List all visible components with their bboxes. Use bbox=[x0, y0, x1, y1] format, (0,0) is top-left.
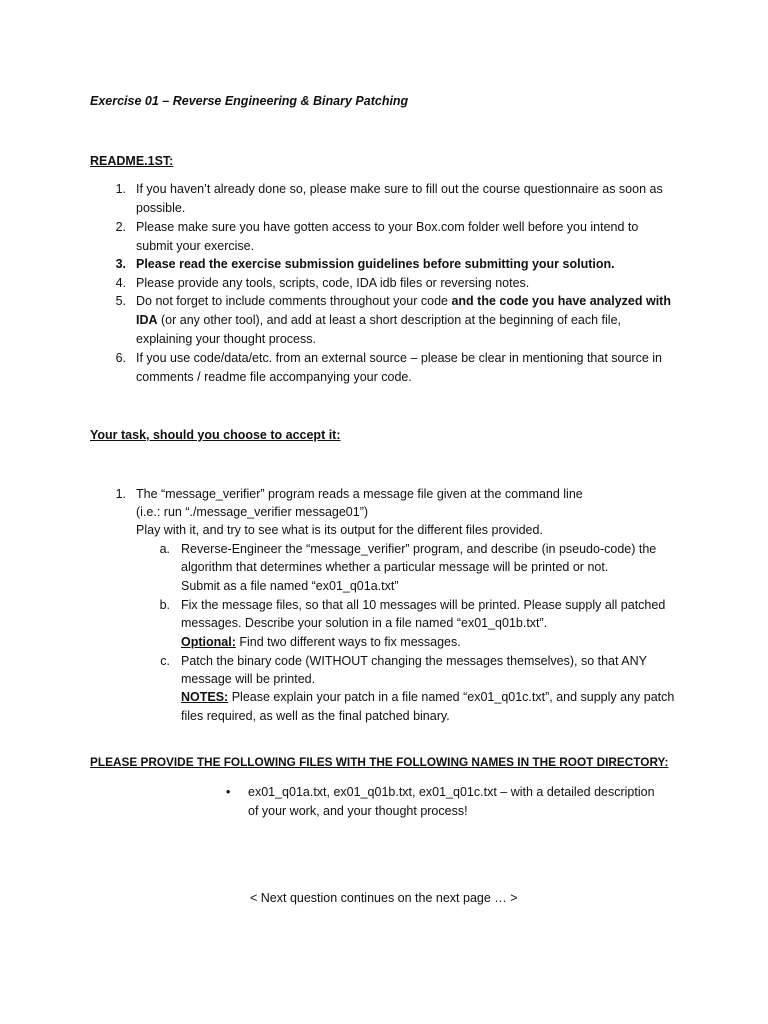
readme-heading: README.1ST: bbox=[90, 154, 174, 168]
bullet-icon: • bbox=[226, 785, 231, 799]
task-heading: Your task, should you choose to accept it: bbox=[90, 428, 341, 442]
files-heading: PLEASE PROVIDE THE FOLLOWING FILES WITH THE FOLLOWING NAMES IN THE ROOT DIRECTORY: bbox=[90, 755, 669, 769]
page-continuation-note: < Next question continues on the next page … > bbox=[250, 891, 518, 905]
document-title: Exercise 01 – Reverse Engineering & Binary Patching bbox=[90, 94, 409, 108]
